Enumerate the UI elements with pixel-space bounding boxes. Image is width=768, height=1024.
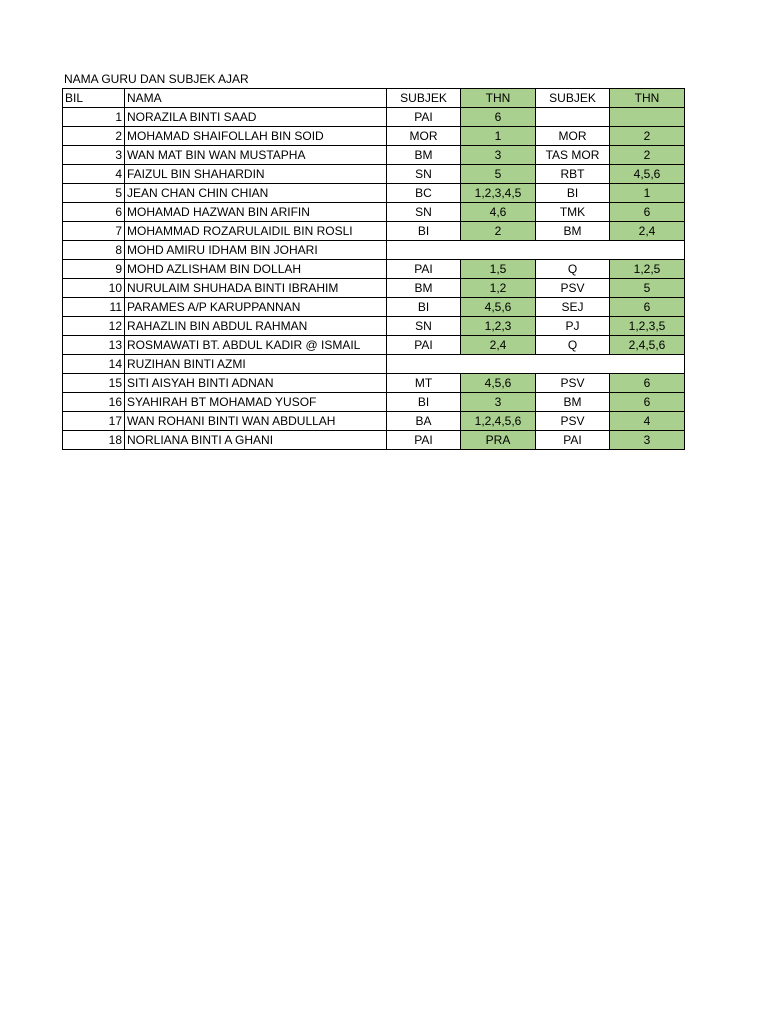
cell-subjek-1[interactable]: SN	[387, 203, 461, 222]
cell-subjek-1[interactable]: BI	[387, 298, 461, 317]
cell-thn-2[interactable]: 2,4	[610, 222, 685, 241]
cell-nama[interactable]: MOHD AMIRU IDHAM BIN JOHARI	[125, 241, 387, 260]
cell-subjek-1[interactable]: MT	[387, 374, 461, 393]
cell-thn-2[interactable]: 6	[610, 393, 685, 412]
header-subjek-1[interactable]: SUBJEK	[387, 89, 461, 108]
cell-bil[interactable]: 7	[63, 222, 125, 241]
cell-nama[interactable]: FAIZUL BIN SHAHARDIN	[125, 165, 387, 184]
cell-thn-2[interactable]: 1,2,5	[610, 260, 685, 279]
cell-subjek-2[interactable]	[536, 108, 610, 127]
cell-thn-1[interactable]: 5	[461, 165, 536, 184]
cell-nama[interactable]: MOHAMAD SHAIFOLLAH BIN SOID	[125, 127, 387, 146]
cell-bil[interactable]: 13	[63, 336, 125, 355]
cell-subjek-1[interactable]: SN	[387, 317, 461, 336]
table-row	[63, 127, 685, 146]
cell-thn-2[interactable]: 2	[610, 127, 685, 146]
header-row	[63, 89, 685, 108]
cell-subjek-1[interactable]: MOR	[387, 127, 461, 146]
cell-subjek-2[interactable]: Q	[536, 260, 610, 279]
cell-subjek-2[interactable]: RBT	[536, 165, 610, 184]
cell-bil[interactable]: 18	[63, 431, 125, 450]
cell-subjek-2[interactable]: BM	[536, 393, 610, 412]
cell-nama[interactable]: PARAMES A/P KARUPPANNAN	[125, 298, 387, 317]
cell-thn-2[interactable]: 1	[610, 184, 685, 203]
cell-thn-2[interactable]: 2,4,5,6	[610, 336, 685, 355]
cell-thn-2[interactable]: 4	[610, 412, 685, 431]
cell-thn-1[interactable]: 4,5,6	[461, 374, 536, 393]
cell-bil[interactable]: 4	[63, 165, 125, 184]
cell-thn-2[interactable]	[610, 108, 685, 127]
cell-thn-2[interactable]: 4,5,6	[610, 165, 685, 184]
table-row	[63, 165, 685, 184]
cell-nama[interactable]: NORLIANA BINTI A GHANI	[125, 431, 387, 450]
cell-bil[interactable]: 9	[63, 260, 125, 279]
cell-thn-2[interactable]: 1,2,3,5	[610, 317, 685, 336]
table-row	[63, 260, 685, 279]
cell-nama[interactable]: NORAZILA BINTI SAAD	[125, 108, 387, 127]
cell-subjek-2[interactable]: BI	[536, 184, 610, 203]
cell-subjek-2[interactable]: BM	[536, 222, 610, 241]
cell-thn-2[interactable]: 6	[610, 298, 685, 317]
header-subjek-2[interactable]: SUBJEK	[536, 89, 610, 108]
header-bil[interactable]: BIL	[63, 89, 125, 108]
cell-bil[interactable]: 3	[63, 146, 125, 165]
table-row	[63, 298, 685, 317]
table-row	[63, 184, 685, 203]
cell-thn-1[interactable]: 1	[461, 127, 536, 146]
cell-bil[interactable]: 8	[63, 241, 125, 260]
cell-thn-2[interactable]: 2	[610, 146, 685, 165]
cell-thn-1[interactable]: 4,5,6	[461, 298, 536, 317]
cell-nama[interactable]: RAHAZLIN BIN ABDUL RAHMAN	[125, 317, 387, 336]
table-row	[63, 108, 685, 127]
cell-nama[interactable]: NURULAIM SHUHADA BINTI IBRAHIM	[125, 279, 387, 298]
cell-thn-1[interactable]: 1,2,4,5,6	[461, 412, 536, 431]
header-nama[interactable]: NAMA	[125, 89, 387, 108]
table-row	[63, 431, 685, 450]
table-row	[63, 412, 685, 431]
cell-subjek-2[interactable]: PSV	[536, 279, 610, 298]
table-row	[63, 317, 685, 336]
cell-subjek-2[interactable]: TAS MOR	[536, 146, 610, 165]
cell-subjek-2[interactable]: PJ	[536, 317, 610, 336]
cell-nama[interactable]: MOHD AZLISHAM BIN DOLLAH	[125, 260, 387, 279]
cell-bil[interactable]: 10	[63, 279, 125, 298]
table-row	[63, 241, 685, 260]
table-row	[63, 146, 685, 165]
teacher-subject-table	[62, 88, 685, 450]
cell-subjek-2[interactable]: PAI	[536, 431, 610, 450]
table-row	[63, 203, 685, 222]
cell-empty-subjects[interactable]	[387, 241, 685, 260]
cell-thn-1[interactable]: 6	[461, 108, 536, 127]
cell-subjek-1[interactable]: BC	[387, 184, 461, 203]
cell-thn-1[interactable]: 2,4	[461, 336, 536, 355]
cell-nama[interactable]: WAN MAT BIN WAN MUSTAPHA	[125, 146, 387, 165]
header-thn-2[interactable]: THN	[610, 89, 685, 108]
cell-thn-1[interactable]: PRA	[461, 431, 536, 450]
cell-nama[interactable]: SYAHIRAH BT MOHAMAD YUSOF	[125, 393, 387, 412]
cell-subjek-1[interactable]: PAI	[387, 431, 461, 450]
table-row	[63, 336, 685, 355]
cell-bil[interactable]: 5	[63, 184, 125, 203]
cell-subjek-2[interactable]: PSV	[536, 412, 610, 431]
cell-thn-2[interactable]: 6	[610, 374, 685, 393]
table-row	[63, 222, 685, 241]
table-row	[63, 279, 685, 298]
cell-nama[interactable]: MOHAMAD HAZWAN BIN ARIFIN	[125, 203, 387, 222]
cell-nama[interactable]: WAN ROHANI BINTI WAN ABDULLAH	[125, 412, 387, 431]
cell-bil[interactable]: 14	[63, 355, 125, 374]
sheet-title: NAMA GURU DAN SUBJEK AJAR	[64, 72, 249, 86]
cell-bil[interactable]: 12	[63, 317, 125, 336]
cell-thn-1[interactable]: 2	[461, 222, 536, 241]
cell-subjek-2[interactable]: SEJ	[536, 298, 610, 317]
cell-bil[interactable]: 15	[63, 374, 125, 393]
cell-subjek-1[interactable]: PAI	[387, 336, 461, 355]
cell-thn-1[interactable]: 3	[461, 146, 536, 165]
cell-bil[interactable]: 1	[63, 108, 125, 127]
cell-subjek-2[interactable]: TMK	[536, 203, 610, 222]
cell-subjek-1[interactable]: BM	[387, 146, 461, 165]
cell-thn-1[interactable]: 3	[461, 393, 536, 412]
cell-thn-2[interactable]: 5	[610, 279, 685, 298]
cell-thn-1[interactable]: 4,6	[461, 203, 536, 222]
cell-thn-1[interactable]: 1,2,3	[461, 317, 536, 336]
cell-subjek-1[interactable]: BI	[387, 222, 461, 241]
cell-nama[interactable]: ROSMAWATI BT. ABDUL KADIR @ ISMAIL	[125, 336, 387, 355]
cell-thn-1[interactable]: 1,2	[461, 279, 536, 298]
cell-empty-subjects[interactable]	[387, 355, 685, 374]
cell-subjek-1[interactable]: PAI	[387, 260, 461, 279]
table-row	[63, 374, 685, 393]
cell-subjek-2[interactable]: Q	[536, 336, 610, 355]
cell-subjek-1[interactable]: PAI	[387, 108, 461, 127]
header-thn-1[interactable]: THN	[461, 89, 536, 108]
cell-subjek-1[interactable]: BI	[387, 393, 461, 412]
cell-subjek-2[interactable]: MOR	[536, 127, 610, 146]
cell-nama[interactable]: MOHAMMAD ROZARULAIDIL BIN ROSLI	[125, 222, 387, 241]
cell-subjek-1[interactable]: BM	[387, 279, 461, 298]
cell-bil[interactable]: 16	[63, 393, 125, 412]
cell-thn-1[interactable]: 1,2,3,4,5	[461, 184, 536, 203]
cell-nama[interactable]: JEAN CHAN CHIN CHIAN	[125, 184, 387, 203]
cell-nama[interactable]: RUZIHAN BINTI AZMI	[125, 355, 387, 374]
table-row	[63, 393, 685, 412]
cell-thn-2[interactable]: 6	[610, 203, 685, 222]
cell-subjek-2[interactable]: PSV	[536, 374, 610, 393]
cell-subjek-1[interactable]: BA	[387, 412, 461, 431]
cell-thn-2[interactable]: 3	[610, 431, 685, 450]
cell-bil[interactable]: 11	[63, 298, 125, 317]
cell-bil[interactable]: 17	[63, 412, 125, 431]
cell-nama[interactable]: SITI AISYAH BINTI ADNAN	[125, 374, 387, 393]
cell-bil[interactable]: 2	[63, 127, 125, 146]
table-row	[63, 355, 685, 374]
cell-subjek-1[interactable]: SN	[387, 165, 461, 184]
cell-thn-1[interactable]: 1,5	[461, 260, 536, 279]
cell-bil[interactable]: 6	[63, 203, 125, 222]
